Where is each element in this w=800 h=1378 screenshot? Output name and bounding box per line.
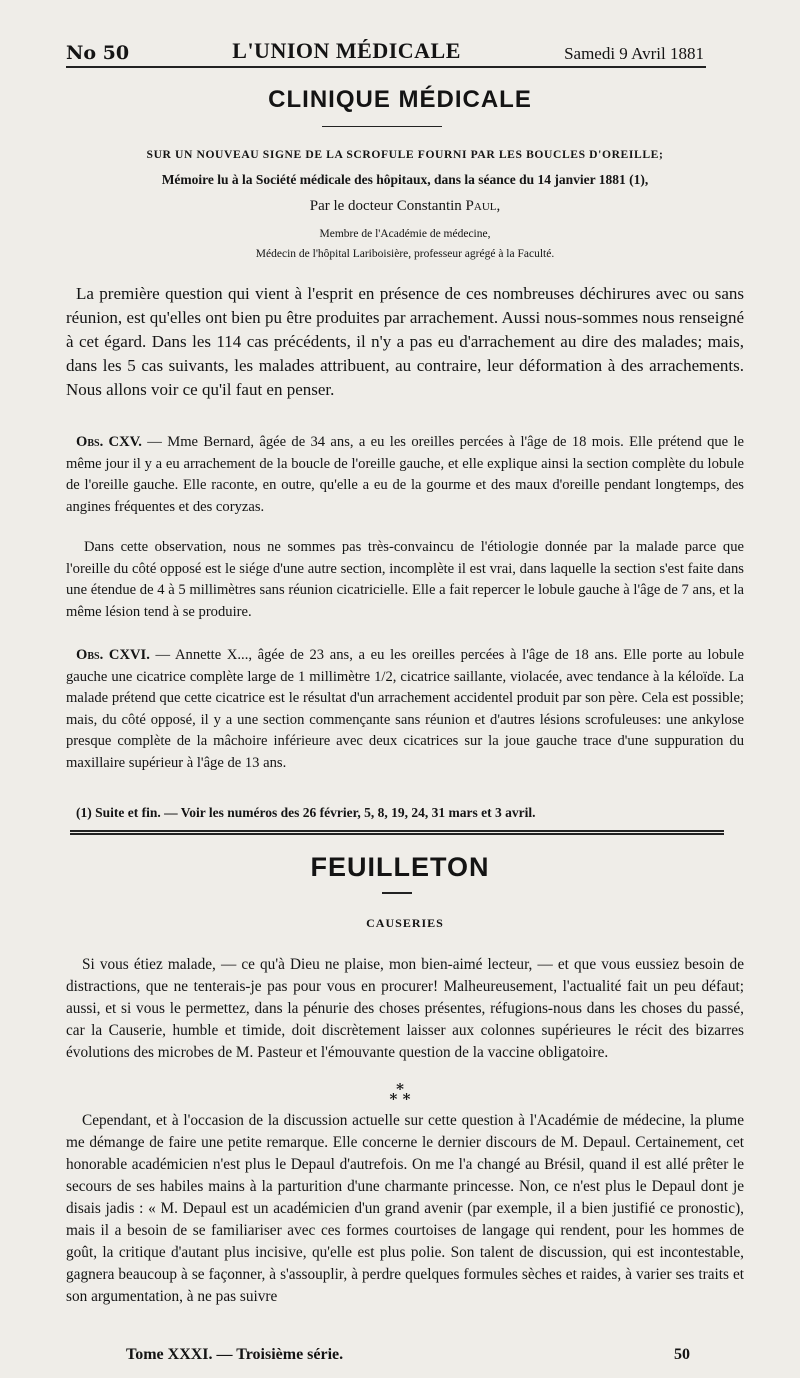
affiliation-2: Médecin de l'hôpital Lariboisière, professeur agrégé à la Faculté.: [255, 248, 555, 260]
masthead-rule: [66, 66, 706, 68]
obs-115-label: Obs. CXV.: [76, 434, 142, 450]
observation-115: [66, 432, 744, 518]
section-title-feuilleton: FEUILLETON: [310, 852, 490, 882]
page-number: 50: [674, 1346, 690, 1363]
page-footer: [126, 1346, 690, 1364]
author-name: Paul,: [465, 198, 501, 214]
asterism: * * *: [389, 1080, 411, 1108]
issue-number: No 50: [66, 42, 130, 64]
journal-title: L'UNION MÉDICALE: [232, 38, 461, 63]
masthead: [66, 28, 704, 64]
issue-date: Samedi 9 Avril 1881: [564, 44, 704, 63]
obs-116-label: Obs. CXVI.: [76, 647, 150, 663]
causeries-heading: CAUSERIES: [366, 916, 444, 930]
intro-paragraph: La première question qui vient à l'esprit en présence de ces nombreuses déchirures avec ou sans réunion, est qu'elles ont bien pu être produites par arrachement. Aussi nous-sommes nous renseigné à cet égard. Dans les 114 cas précédents, il n'y a pas eu d'arrachement au dire des malades; mais, dans les 5 cas suivants, les malades attribuent, au contraire, leur déformation à des arrachements. Nous allons voir ce qu'il faut en penser.: [66, 284, 744, 399]
feuilleton-rule: [70, 830, 724, 835]
tome-label: Tome XXXI. — Troisième série.: [126, 1346, 344, 1363]
title-divider: [322, 126, 442, 127]
obs-116-text: — Annette X..., âgée de 23 ans, a eu les oreilles percées à l'âge de 18 ans. Elle porte au lobule gauche une cicatrice complète large de 1 millimètre 1/2, cicatrice saillante, violacée, avec tendance à la kéloïde. La malade prétend que cette cicatrice est le résultat d'un arrachement accidentel produit par son père. Cela est possible; mais, du côté opposé, il y a une section commençante sans réunion et d'autres lésions scrofuleuses: une ankylose presque complète de la mâchoire inférieure avec deux cicatrices sur la joue gauche trace d'une suppuration du maxillaire supérieur à l'âge de 13 ans.: [66, 647, 744, 771]
observation-116: [66, 645, 744, 774]
feuilleton-paragraph-1: Si vous étiez malade, — ce qu'à Dieu ne plaise, mon bien-aimé lecteur, — et que vous eussiez besoin de distractions, que ne tenterais-je pas pour vous en procurer! Malheureusement, l'actualité fait un peu défaut; aussi, et si vous le permettez, dans la pénurie des choses présentes, réfugions-nous dans les choses du passé, car la Causerie, humble et timide, doit discrètement laisser aux colonnes supérieures le récit des bizarres évolutions des microbes de M. Pasteur et l'émouvante question de la vaccine obligatoire.: [66, 956, 744, 1061]
section-title-clinique: CLINIQUE MÉDICALE: [268, 86, 532, 113]
affiliation-1: Membre de l'Académie de médecine,: [319, 228, 491, 240]
observation-115-comment: Dans cette observation, nous ne sommes pas très-convaincu de l'étiologie donnée par la malade parce que l'oreille du côté opposé est le siége d'une autre section, incomplète il est vrai, dans laquelle la section s'est faite dans une étendue de 4 à 5 millimètres sans réunion cicatricielle. Elle a fait repercer le lobule gauche à l'âge de 7 ans, et la même lésion tend à se produire.: [66, 539, 744, 620]
memoire-line: Mémoire lu à la Société médicale des hôpitaux, dans la séance du 14 janvier 1881 (1),: [161, 172, 649, 187]
article-subtitle: SUR UN NOUVEAU SIGNE DE LA SCROFULE FOURNI PAR LES BOUCLES D'OREILLE;: [146, 148, 664, 161]
obs-115-text: — Mme Bernard, âgée de 34 ans, a eu les oreilles percées à l'âge de 18 mois. Elle prétend que le même jour il y a eu arrachement de la boucle de l'oreille gauche, et elle explique ainsi la section complète du lobule de l'oreille gauche. Elle raconte, en outre, qu'elle a eu de la gourme et des maux d'oreille pendant longtemps, des angines fréquentes et des coryzas.: [66, 434, 745, 515]
author-prefix: Par le docteur Constantin: [309, 198, 462, 214]
feuilleton-divider: [382, 892, 412, 894]
footnote: (1) Suite et fin. — Voir les numéros des 26 février, 5, 8, 19, 24, 31 mars et 3 avril.: [76, 805, 536, 820]
author-line: [66, 198, 744, 215]
feuilleton-paragraph-2: Cependant, et à l'occasion de la discussion actuelle sur cette question à l'Académie de médecine, la plume me démange de faire une petite remarque. Elle concerne le dernier discours de M. Depaul. Certainement, cet honorable académicien n'est plus le Depaul d'autrefois. On me l'a changé au Brésil, quand il est allé prêter le secours de ses habiles mains à la parturition d'une charmante princesse. Non, ce n'est plus le Depaul dont je disais jadis : « M. Depaul est un académicien d'un grand avenir (par exemple, il a bien justifié ce pronostic), mais il a besoin de se familiariser avec ces formes courtoises de langage qui rendent, pour les hommes de goût, la critique d'autant plus incisive, qu'elle est plus polie. Son talent de discussion, qui est incontestable, gagnera beaucoup à se façonner, à s'assouplir, à perdre quelques formules sèches et raides, à varier ses traits et son argumentation, à ne pas suivre: [66, 1112, 744, 1305]
